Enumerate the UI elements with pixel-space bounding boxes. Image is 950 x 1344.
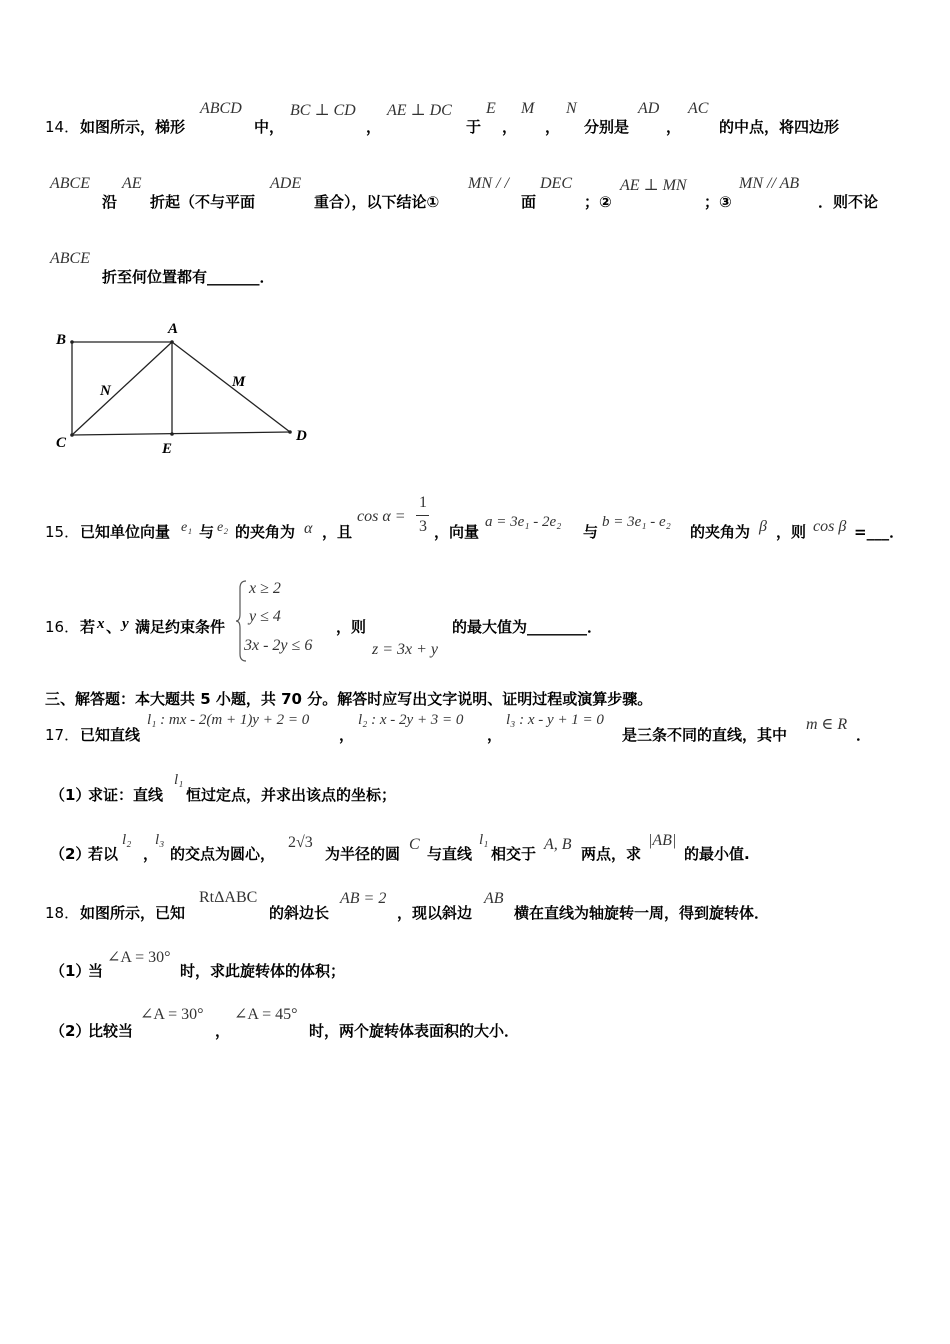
- label-M: M: [232, 374, 246, 390]
- q17-text: ，: [487, 726, 503, 744]
- math-expr: AB = 2: [340, 890, 387, 907]
- fraction-bar: [416, 515, 429, 516]
- segment-AC: [72, 342, 172, 435]
- math-expr: l₂: [122, 832, 132, 848]
- q14-text: 面: [521, 193, 537, 211]
- q15-text: 的夹角为: [690, 523, 751, 541]
- q15-text: 与: [199, 523, 215, 541]
- math-expr: A, B: [544, 836, 572, 853]
- q16-line: [0, 578, 950, 666]
- q17-text: 的交点为圆心，: [170, 845, 276, 863]
- math-expr: AE: [122, 175, 142, 192]
- q18-text: 比较当: [88, 1022, 134, 1040]
- q16-text: 、: [106, 618, 122, 636]
- point-A: [170, 340, 174, 344]
- q15-text: 已知单位向量: [80, 523, 171, 541]
- q17-text: ．: [856, 726, 872, 744]
- q14-line-1: [0, 100, 950, 140]
- q14-text: 重合），以下结论①: [314, 193, 440, 211]
- part-label: （1）: [50, 962, 91, 980]
- q16-text: ，则: [336, 618, 367, 636]
- constraint-2: y ≤ 4: [249, 608, 281, 625]
- math-expr: ABCD: [200, 100, 242, 117]
- q18-text: 如图所示，已知: [80, 904, 186, 922]
- part-label: （2）: [50, 845, 91, 863]
- math-expr: l₁ : mx - 2(m + 1)y + 2 = 0: [147, 712, 310, 728]
- q16-text: 满足约束条件: [135, 618, 226, 636]
- q17-text: 的最小值.: [684, 845, 750, 863]
- math-expr: E: [486, 100, 496, 117]
- math-expr: AB: [484, 890, 504, 907]
- math-expr: ∠A = 45°: [234, 1006, 298, 1023]
- q17-part-1: [0, 772, 950, 812]
- q14-text: ；②: [584, 193, 612, 211]
- q14-text: 于: [466, 118, 482, 136]
- label-N: N: [100, 383, 111, 399]
- math-expr: α: [304, 520, 313, 537]
- q15-text: ，且: [322, 523, 353, 541]
- math-expr: AD: [638, 100, 660, 117]
- math-expr: 2√3: [288, 834, 313, 851]
- q14-text: ，: [666, 118, 682, 136]
- q17-text: 两点，求: [581, 845, 642, 863]
- math-expr: |AB|: [648, 832, 677, 849]
- fraction-denominator: 3: [419, 518, 427, 535]
- math-expr: e₂: [217, 520, 229, 535]
- q16-text: 的最大值为________．: [452, 618, 603, 636]
- q17-text: 为半径的圆: [325, 845, 401, 863]
- math-expr: N: [566, 100, 577, 117]
- q16-var-y: y: [122, 616, 129, 632]
- math-expr: β: [759, 518, 767, 535]
- q14-text: 沿: [102, 193, 118, 211]
- q17-text: 若以: [88, 845, 119, 863]
- math-expr: l₁: [174, 772, 184, 788]
- point-D: [288, 430, 292, 434]
- point-C: [70, 433, 74, 437]
- q18-line: [0, 888, 950, 928]
- q14-text: 折至何位置都有_______．: [102, 268, 275, 286]
- point-E: [170, 432, 174, 436]
- q15-text: 的夹角为: [235, 523, 296, 541]
- q15-number: 15．: [45, 523, 80, 541]
- q18-text: 横在直线为轴旋转一周，得到旋转体．: [514, 904, 770, 922]
- math-expr: cos α =: [357, 508, 406, 525]
- q18-part-1: [0, 946, 950, 986]
- math-expr: l₃: [155, 832, 165, 848]
- q15-line: [0, 496, 950, 546]
- label-E: E: [162, 441, 173, 457]
- math-expr: AE ⊥ DC: [387, 102, 452, 119]
- q14-text: 如图所示，梯形: [80, 118, 186, 136]
- math-expr: ∠A = 30°: [140, 1006, 204, 1023]
- math-expr: C: [409, 836, 420, 853]
- q18-text: 时，两个旋转体表面积的大小．: [309, 1022, 520, 1040]
- q17-line: [0, 712, 950, 752]
- point-B: [70, 340, 74, 344]
- label-B: B: [56, 332, 67, 348]
- math-expr: l₁: [479, 832, 489, 848]
- math-expr: a = 3e₁ - 2e₂: [485, 514, 562, 530]
- q15-text: ，则: [776, 523, 807, 541]
- q18-text: 时，求此旋转体的体积；: [180, 962, 346, 980]
- math-expr: AE ⊥ MN: [620, 177, 687, 194]
- q16-number: 16．: [45, 618, 80, 636]
- math-expr: DEC: [540, 175, 572, 192]
- math-expr: ∠A = 30°: [107, 949, 171, 966]
- q16-text: 若: [80, 618, 96, 636]
- q15-text: ，向量: [434, 523, 480, 541]
- math-expr: M: [521, 100, 535, 117]
- q17-text: ，: [339, 726, 355, 744]
- math-expr: m ∈ R: [806, 716, 848, 733]
- q18-text: 的斜边长: [269, 904, 330, 922]
- q17-text: 已知直线: [80, 726, 141, 744]
- constraint-3: 3x - 2y ≤ 6: [244, 637, 313, 654]
- q14-text: 折起（不与平面: [150, 193, 256, 211]
- math-expr: z = 3x + y: [372, 641, 439, 658]
- q17-part-2: [0, 830, 950, 870]
- part-label: （2）: [50, 1022, 91, 1040]
- math-expr: MN // AB: [739, 175, 800, 192]
- constraint-1: x ≥ 2: [249, 580, 281, 597]
- label-A: A: [168, 321, 179, 337]
- q14-text: 的中点，将四边形: [719, 118, 840, 136]
- math-expr: b = 3e₁ - e₂: [602, 514, 671, 530]
- math-expr: cos β: [813, 518, 847, 535]
- q14-text: ；③: [704, 193, 732, 211]
- math-expr: ADE: [270, 175, 302, 192]
- section-3-text: 三、解答题：本大题共 5 小题，共 70 分。解答时应写出文字说明、证明过程或演算步骤。: [45, 690, 653, 708]
- q14-line-3: [0, 250, 950, 290]
- q14-text: ，: [366, 118, 382, 136]
- section-3-heading: [0, 686, 950, 710]
- q16-var-x: x: [97, 616, 105, 632]
- q14-text: ，: [502, 118, 518, 136]
- q18-number: 18．: [45, 904, 80, 922]
- q15-text: 与: [583, 523, 599, 541]
- q18-text: ，现以斜边: [397, 904, 473, 922]
- q17-text: 求证：直线: [88, 786, 164, 804]
- q17-text: 是三条不同的直线，其中: [622, 726, 788, 744]
- fraction-numerator: 1: [419, 494, 427, 511]
- q18-text: ，: [215, 1022, 231, 1040]
- label-D: D: [296, 428, 307, 444]
- q15-text: =___．: [854, 523, 905, 541]
- q14-text: ，: [545, 118, 561, 136]
- q18-part-2: [0, 1004, 950, 1044]
- q14-number: 14．: [45, 118, 80, 136]
- q17-text: 恒过定点，并求出该点的坐标；: [186, 786, 397, 804]
- math-expr: RtΔABC: [199, 889, 258, 906]
- segment-AD: [172, 342, 290, 432]
- q14-text: 分别是: [584, 118, 630, 136]
- math-expr: l₂ : x - 2y + 3 = 0: [358, 712, 464, 728]
- part-label: （1）: [50, 786, 91, 804]
- math-expr: ABCE: [50, 175, 90, 192]
- q14-text: 中，: [254, 118, 285, 136]
- q17-text: ，: [143, 845, 159, 863]
- q17-text: 与直线: [427, 845, 473, 863]
- math-expr: l₃ : x - y + 1 = 0: [506, 712, 604, 728]
- q14-text: ．则不论: [818, 193, 879, 211]
- math-expr: AC: [688, 100, 709, 117]
- q18-text: 当: [88, 962, 104, 980]
- q17-text: 相交于: [491, 845, 537, 863]
- math-expr: BC ⊥ CD: [290, 102, 356, 119]
- label-C: C: [56, 435, 67, 451]
- q14-line-2: [0, 175, 950, 215]
- math-expr: ABCE: [50, 250, 90, 267]
- segment-CD: [72, 432, 290, 435]
- math-expr: e₁: [181, 520, 193, 535]
- q14-trapezoid-figure: [50, 318, 330, 468]
- math-expr: MN / /: [468, 175, 509, 192]
- q17-number: 17．: [45, 726, 80, 744]
